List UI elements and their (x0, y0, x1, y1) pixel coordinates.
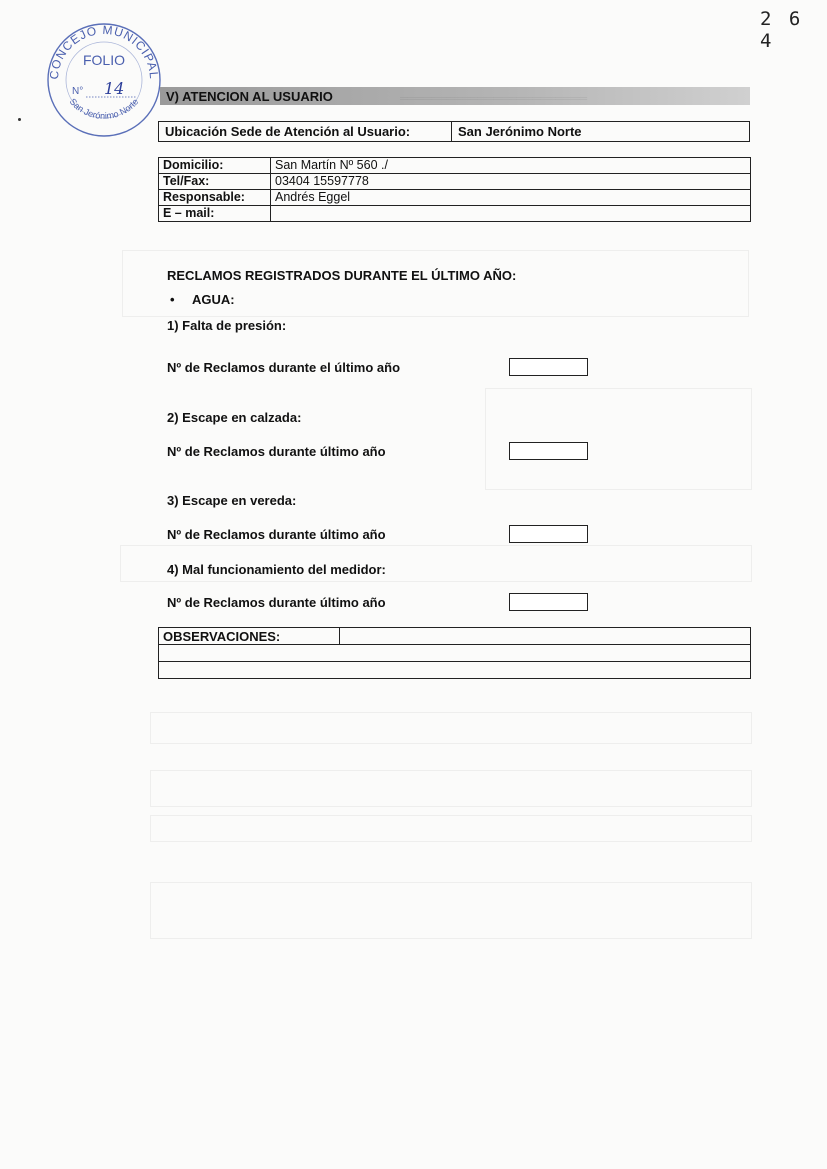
address-label: Domicilio: (159, 158, 271, 174)
phone-label: Tel/Fax: (159, 174, 271, 190)
claims-heading: RECLAMOS REGISTRADOS DURANTE EL ÚLTIMO AÑO: (167, 268, 517, 283)
table-row (159, 645, 751, 662)
faded-background-box (150, 815, 752, 842)
contact-info-table (158, 157, 751, 222)
table-row (159, 628, 751, 645)
claim-count-field-2[interactable] (509, 442, 588, 460)
stamp-bottom-text: San Jerónimo Norte (67, 96, 141, 121)
table-row (159, 190, 751, 206)
table-row (159, 662, 751, 679)
email-label: E – mail: (159, 206, 271, 222)
observations-line[interactable] (159, 662, 751, 679)
claim-count-label-4: Nº de Reclamos durante último año (167, 595, 386, 610)
observations-line[interactable] (159, 645, 751, 662)
claim-count-label-2: Nº de Reclamos durante último año (167, 444, 386, 459)
observations-field[interactable] (340, 628, 751, 645)
claim-title-3: 3) Escape en vereda: (167, 493, 297, 508)
faded-background-box (150, 770, 752, 807)
municipal-stamp (44, 18, 164, 138)
observations-label: OBSERVACIONES: (159, 628, 340, 645)
faded-background-text: ════════════════════════ (400, 93, 588, 105)
claim-title-2: 2) Escape en calzada: (167, 410, 302, 425)
stamp-top-text: CONCEJO MUNICIPAL (46, 22, 162, 81)
claim-count-label-1: Nº de Reclamos durante el último año (167, 360, 401, 375)
claim-count-label-3: Nº de Reclamos durante último año (167, 527, 386, 542)
bullet-icon: • (170, 292, 175, 307)
stamp-folio-label: FOLIO (82, 52, 126, 68)
location-value: San Jerónimo Norte (452, 122, 750, 142)
responsible-value: Andrés Eggel (271, 190, 751, 206)
stamp-number-label: N° (72, 86, 84, 97)
water-category-label: AGUA: (192, 292, 235, 307)
observations-table (158, 627, 751, 679)
address-value: San Martín Nº 560 ./ (271, 158, 751, 174)
faded-background-box (150, 882, 752, 939)
location-label: Ubicación Sede de Atención al Usuario: (159, 122, 452, 142)
svg-text:San Jerónimo Norte (68, 97, 141, 121)
location-table (158, 121, 750, 142)
stamp-number-value: 14 (104, 79, 125, 98)
stray-mark (18, 118, 21, 121)
faded-background-box (150, 712, 752, 744)
claim-count-field-1[interactable] (509, 358, 588, 376)
table-row (159, 158, 751, 174)
phone-value: 03404 15597778 (271, 174, 751, 190)
claim-title-4: 4) Mal funcionamiento del medidor: (167, 562, 386, 577)
table-row (159, 206, 751, 222)
claim-title-1: 1) Falta de presión: (167, 318, 287, 333)
faded-background-box (485, 388, 752, 490)
table-row (159, 174, 751, 190)
email-value (271, 206, 751, 222)
page-number: 2 6 4 (760, 8, 804, 52)
responsible-label: Responsable: (159, 190, 271, 206)
claim-count-field-3[interactable] (509, 525, 588, 543)
section-title: V) ATENCION AL USUARIO (166, 89, 333, 104)
claim-count-field-4[interactable] (509, 593, 588, 611)
